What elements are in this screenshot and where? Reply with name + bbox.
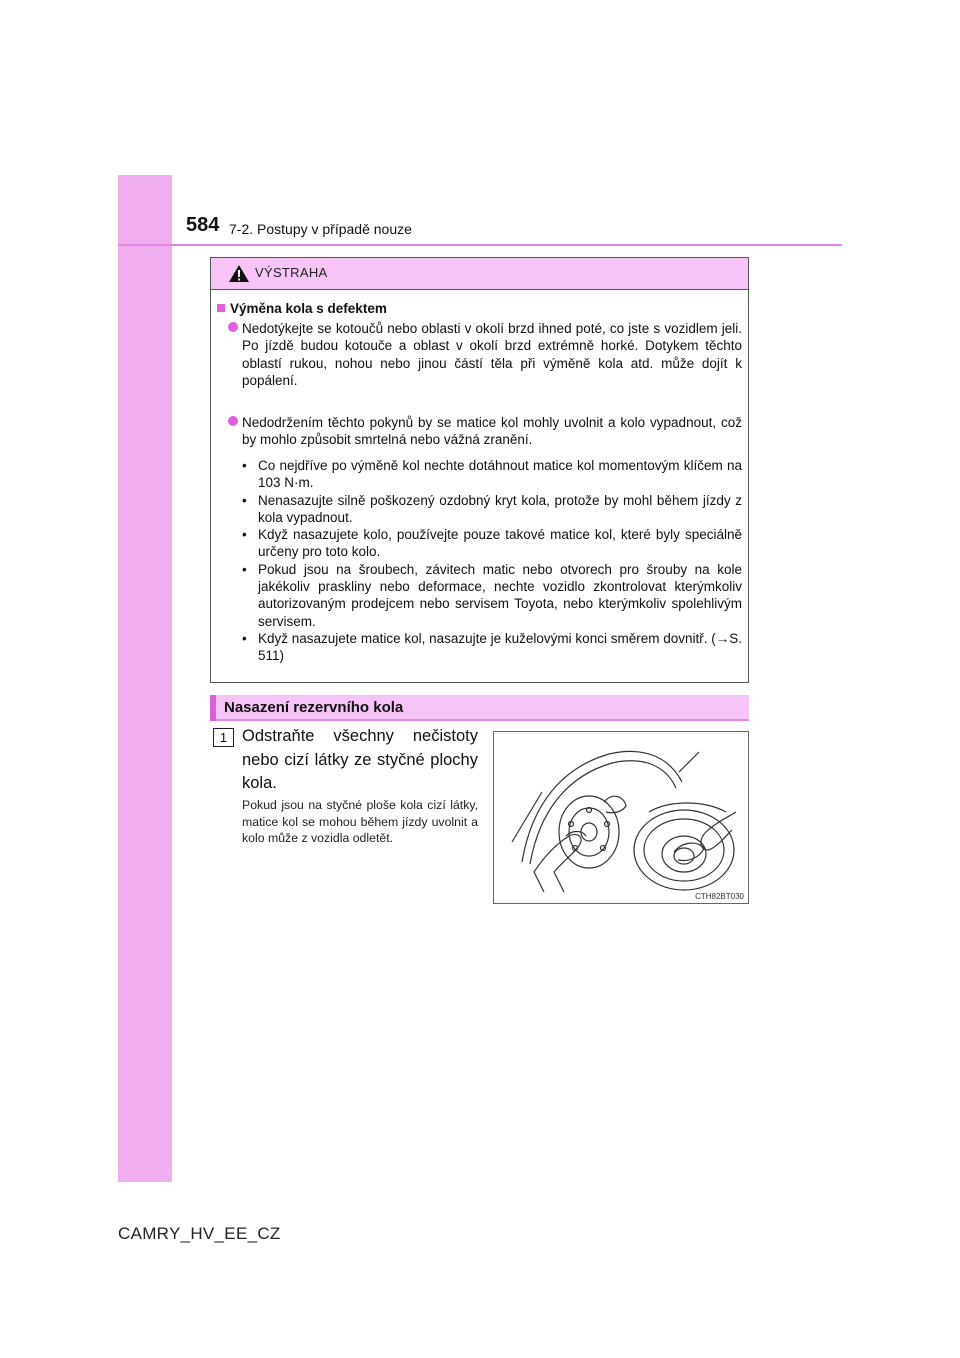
list-item: • Pokud jsou na šroubech, závitech matic nebo otvorech pro šrouby na kole jakékoliv praskliny nebo deformace, nechte vozidlo zkontrolovat kterýmkoliv autorizovaným prodejcem nebo servisem Toyota, nebo kterýmkoliv spolehlivým servisem. (242, 561, 742, 630)
header-rule (118, 244, 842, 246)
warning-paragraph-2: Nedodržením těchto pokynů by se matice kol mohly uvolnit a kolo vypadnout, což by mohlo způsobit smrtelná nebo vážná zranění. (242, 414, 742, 449)
section-band (210, 695, 749, 721)
step-note: Pokud jsou na styčné ploše kola cizí látky, matice kol se mohou během jízdy uvolnit a kolo může z vozidla odletět. (242, 798, 478, 845)
side-color-strip (118, 175, 172, 1182)
dot-bullet-icon (228, 322, 238, 332)
section-band-title: Nasazení rezervního kola (224, 699, 404, 716)
list-item: • Co nejdříve po výměně kol nechte dotáhnout matice kol momentovým klíčem na 103 N·m. (242, 457, 742, 492)
list-item: • Nenasazujte silně poškozený ozdobný kryt kola, protože by mohl během jízdy z kola vypadnout. (242, 492, 742, 527)
band-marker (210, 695, 216, 721)
warning-title: VÝSTRAHA (255, 265, 328, 280)
footer-model-code: CAMRY_HV_EE_CZ (118, 1224, 281, 1243)
section-title: 7-2. Postupy v případě nouze (229, 221, 412, 237)
square-bullet-icon (217, 304, 225, 312)
wheel-cleaning-illustration (493, 731, 749, 904)
warning-subheading: Výměna kola s defektem (217, 301, 387, 316)
step-text: Odstraňte všechny nečistoty nebo cizí látky ze styčné plochy kola. (242, 727, 478, 792)
warning-triangle-icon (228, 264, 250, 283)
page-number: 584 (186, 214, 220, 236)
warning-paragraph-1: Nedotýkejte se kotoučů nebo oblasti v okolí brzd ihned poté, co jste s vozidlem jeli. Po jízdě budou kotouče a oblast v okolí brzd extrémně horké. Dotykem těchto oblastí rukou, nohou nebo jinou částí těla při výměně kola atd. může dojít k popálení. (242, 320, 742, 389)
warning-bullet-list (242, 457, 742, 665)
step-number: 1 (213, 728, 234, 747)
warning-box (210, 257, 749, 683)
list-item: • Když nasazujete matice kol, nasazujte je kuželovými konci směrem dovnitř. (→S. 511) (242, 630, 742, 665)
warning-header (211, 258, 748, 290)
figure-code: CTH82BT030 (695, 892, 744, 901)
wheel-illustration-icon (494, 732, 748, 903)
dot-bullet-icon (228, 416, 238, 426)
list-item: • Když nasazujete kolo, používejte pouze takové matice kol, které byly speciálně určeny pro toto kolo. (242, 526, 742, 561)
